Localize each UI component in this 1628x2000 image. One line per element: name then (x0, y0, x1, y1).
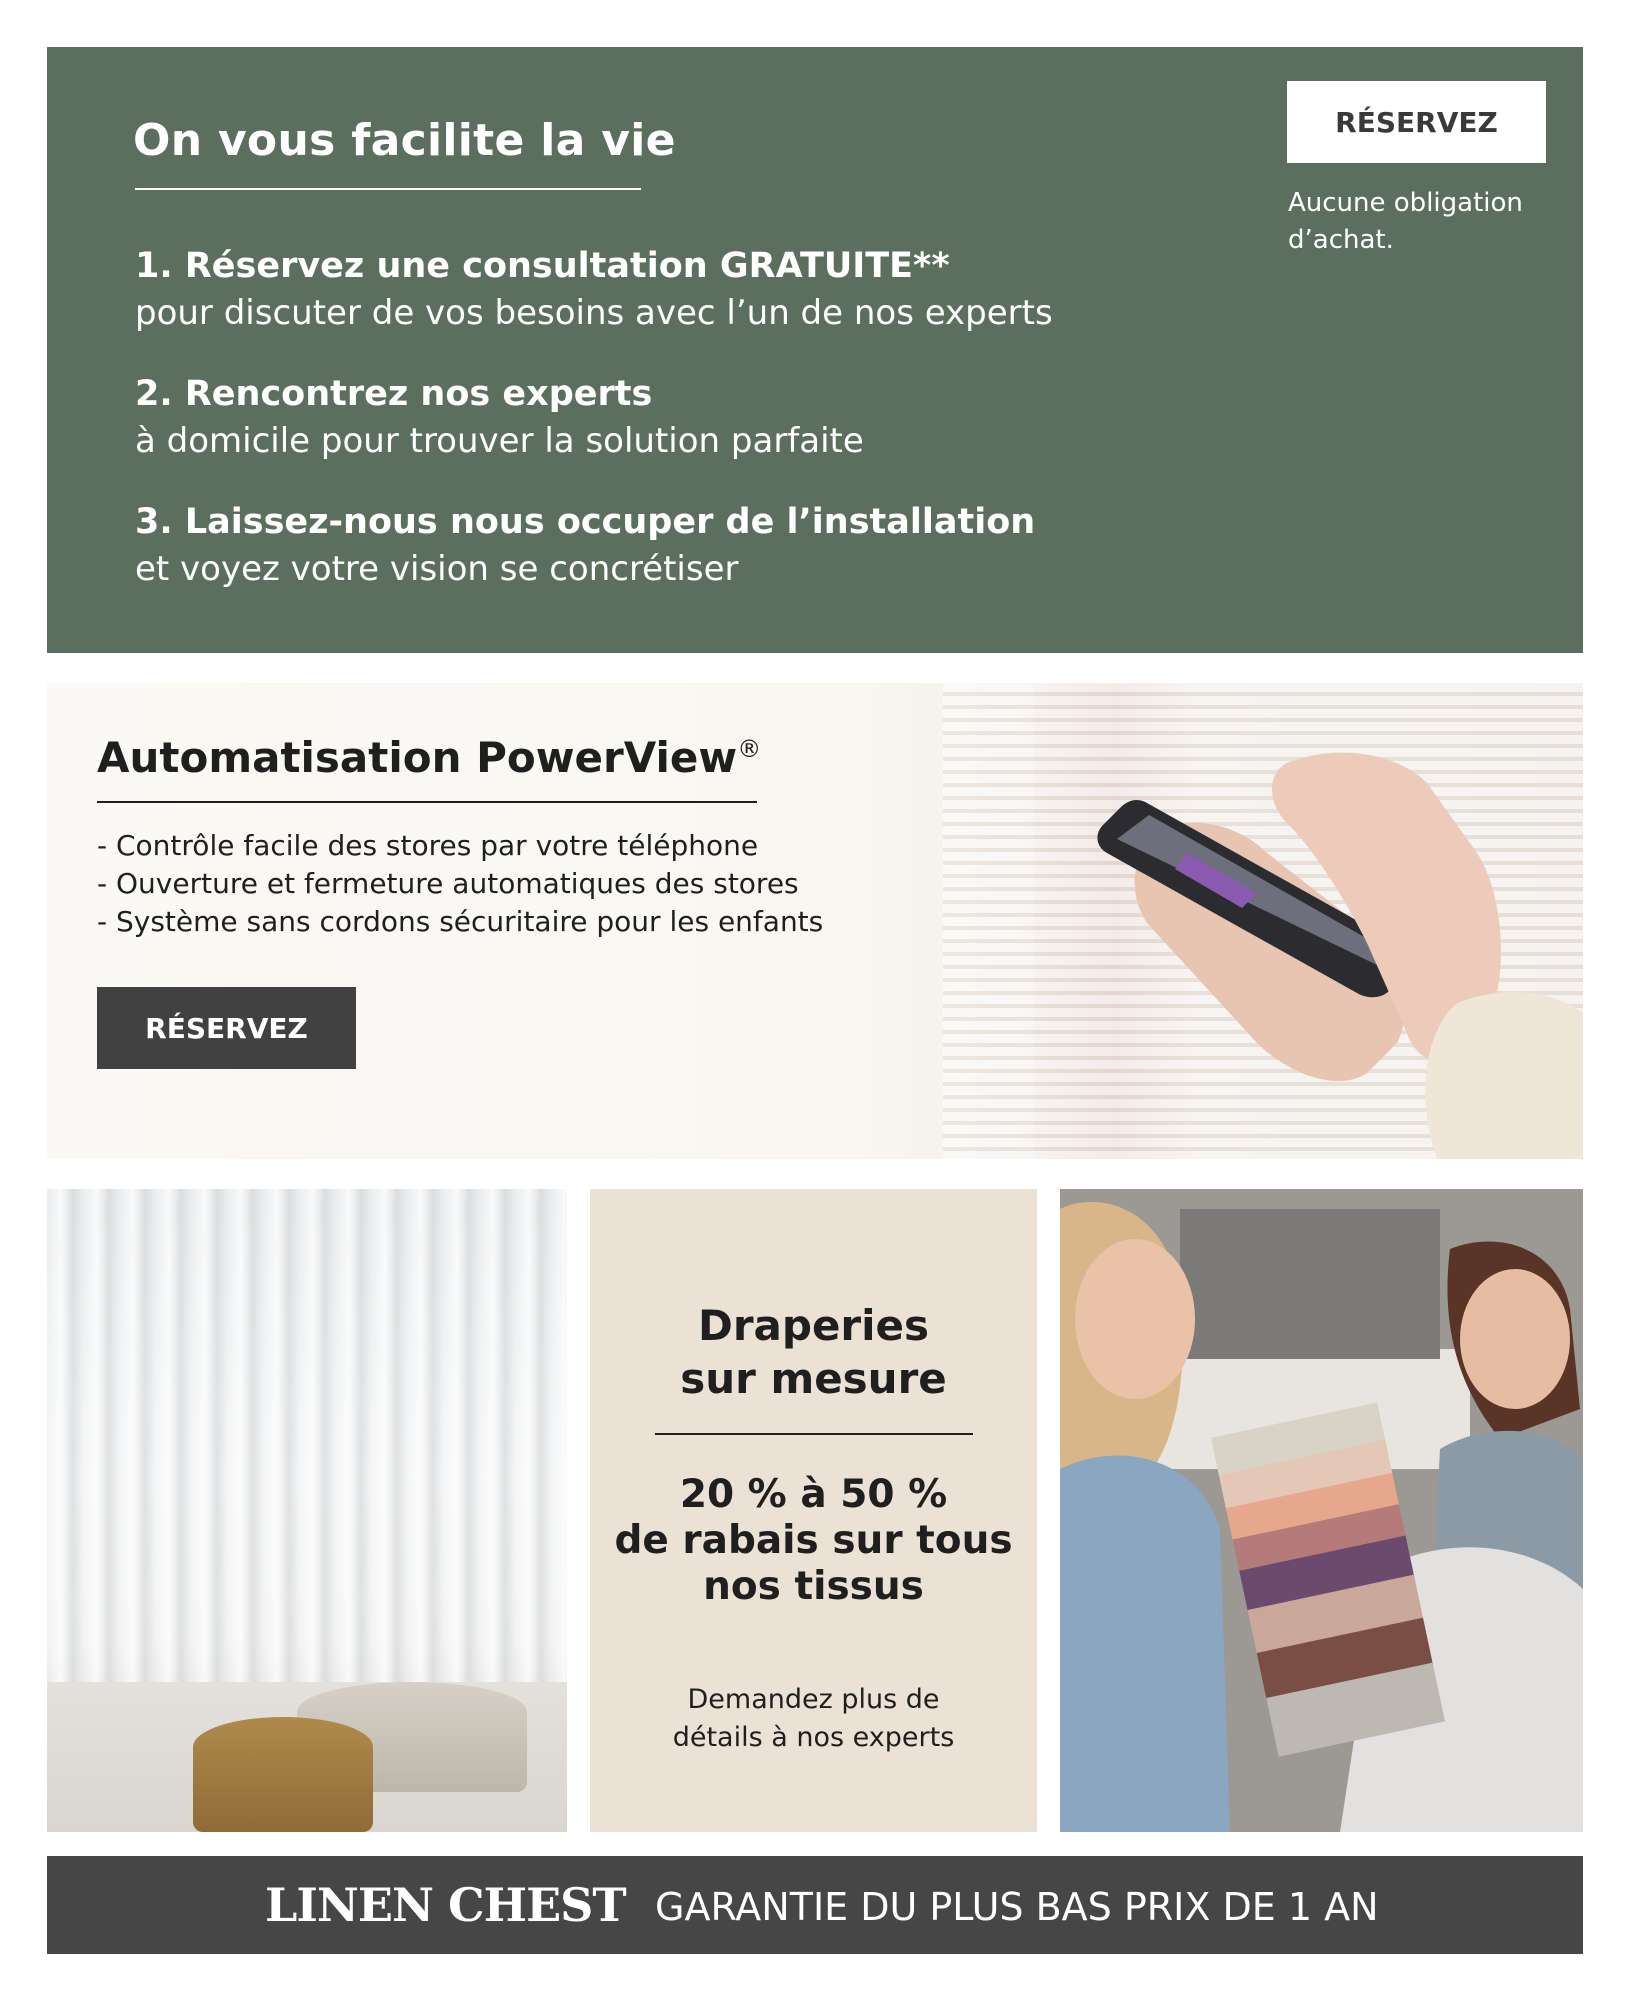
powerview-features (97, 827, 823, 941)
ask-line: détails à nos experts (672, 1722, 955, 1753)
offer-line: 20 % à 50 % (679, 1472, 948, 1517)
step-title: 2. Rencontrez nos experts (135, 374, 653, 414)
women-with-swatches-image (1060, 1189, 1583, 1832)
step-description: pour discuter de vos besoins avec l’un de nos experts (135, 293, 1053, 333)
fabric-swatches-photo (1060, 1189, 1583, 1832)
steps-list (135, 243, 1185, 627)
powerview-panel (47, 683, 1583, 1159)
sheer-curtain-image (47, 1189, 567, 1832)
price-guarantee: GARANTIE DU PLUS BAS PRIX DE 1 AN (655, 1885, 1379, 1929)
powerview-title (97, 733, 761, 782)
reserve-powerview-button[interactable]: RÉSERVEZ (97, 987, 356, 1069)
consultation-title: On vous facilite la vie (133, 115, 676, 166)
powerview-title-text: Automatisation PowerView (97, 733, 738, 782)
offer-line: de rabais sur tous (614, 1518, 1013, 1563)
linen-chest-logo: LINEN CHEST (265, 1878, 626, 1932)
step-title: 1. Réservez une consultation GRATUITE** (135, 246, 950, 286)
step-item (135, 371, 1185, 465)
draperies-divider (655, 1433, 973, 1435)
consultation-banner (47, 47, 1583, 653)
hand-holding-phone-image (1037, 743, 1583, 1159)
no-obligation-note: Aucune obligation d’achat. (1288, 188, 1523, 255)
step-item (135, 499, 1185, 593)
reserve-consultation-button[interactable]: RÉSERVEZ (1287, 81, 1546, 163)
ask-experts-note (590, 1681, 1037, 1757)
offer-line: nos tissus (703, 1564, 924, 1609)
registered-mark: ® (737, 735, 762, 763)
step-item (135, 243, 1185, 337)
step-description: à domicile pour trouver la solution parfaite (135, 421, 864, 461)
heading-line: sur mesure (680, 1354, 947, 1403)
ask-line: Demandez plus de (687, 1684, 940, 1715)
feature-item: - Système sans cordons sécuritaire pour les enfants (97, 905, 824, 938)
draperies-heading (590, 1299, 1037, 1405)
feature-item: - Ouverture et fermeture automatiques des stores (97, 867, 799, 900)
draperies-offer-panel (590, 1189, 1037, 1832)
step-title: 3. Laissez-nous nous occuper de l’installation (135, 502, 1036, 542)
step-description: et voyez votre vision se concrétiser (135, 549, 739, 589)
title-divider (135, 188, 641, 190)
powerview-divider (97, 801, 757, 803)
footer-banner (47, 1856, 1583, 1954)
stool-decor (193, 1717, 373, 1832)
heading-line: Draperies (697, 1301, 930, 1350)
feature-item: - Contrôle facile des stores par votre téléphone (97, 829, 759, 862)
discount-offer (590, 1472, 1037, 1610)
